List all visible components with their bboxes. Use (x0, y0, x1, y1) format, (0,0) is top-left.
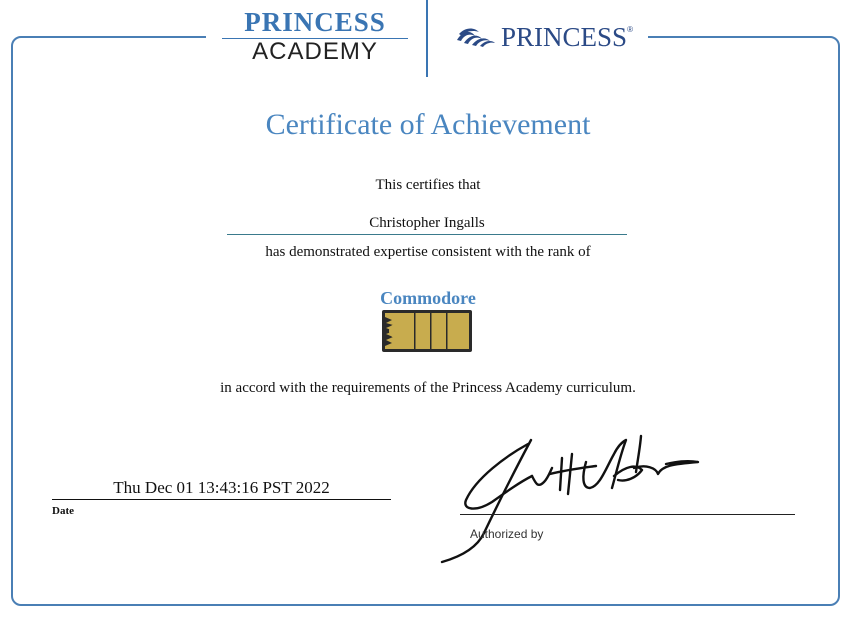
certificate-title: Certificate of Achievement (265, 108, 591, 141)
issue-date: Thu Dec 01 13:43:16 PST 2022 (52, 478, 391, 500)
princess-wordmark: PRINCESS (501, 22, 628, 52)
academy-logo-line2: ACADEMY (252, 38, 378, 65)
commodore-epaulette-icon (382, 310, 472, 357)
academy-logo-line1: PRINCESS (222, 8, 408, 39)
princess-academy-logo (222, 8, 408, 65)
handwritten-signature (436, 428, 716, 573)
certifies-text: This certifies that (375, 177, 481, 193)
princess-cruises-logo (455, 22, 633, 52)
expertise-text: has demonstrated expertise consistent with the rank of (265, 244, 591, 260)
logo-divider (426, 0, 428, 77)
seawitch-wave-icon (455, 26, 497, 48)
signature-line (460, 514, 795, 515)
accord-text: in accord with the requirements of the Princess Academy curriculum. (220, 380, 636, 396)
date-label: Date (52, 505, 74, 517)
rank-title: Commodore (380, 288, 476, 308)
authorized-by-label: Authorized by (470, 527, 544, 541)
recipient-name: Christopher Ingalls (227, 215, 627, 235)
registered-mark: ® (627, 25, 633, 34)
